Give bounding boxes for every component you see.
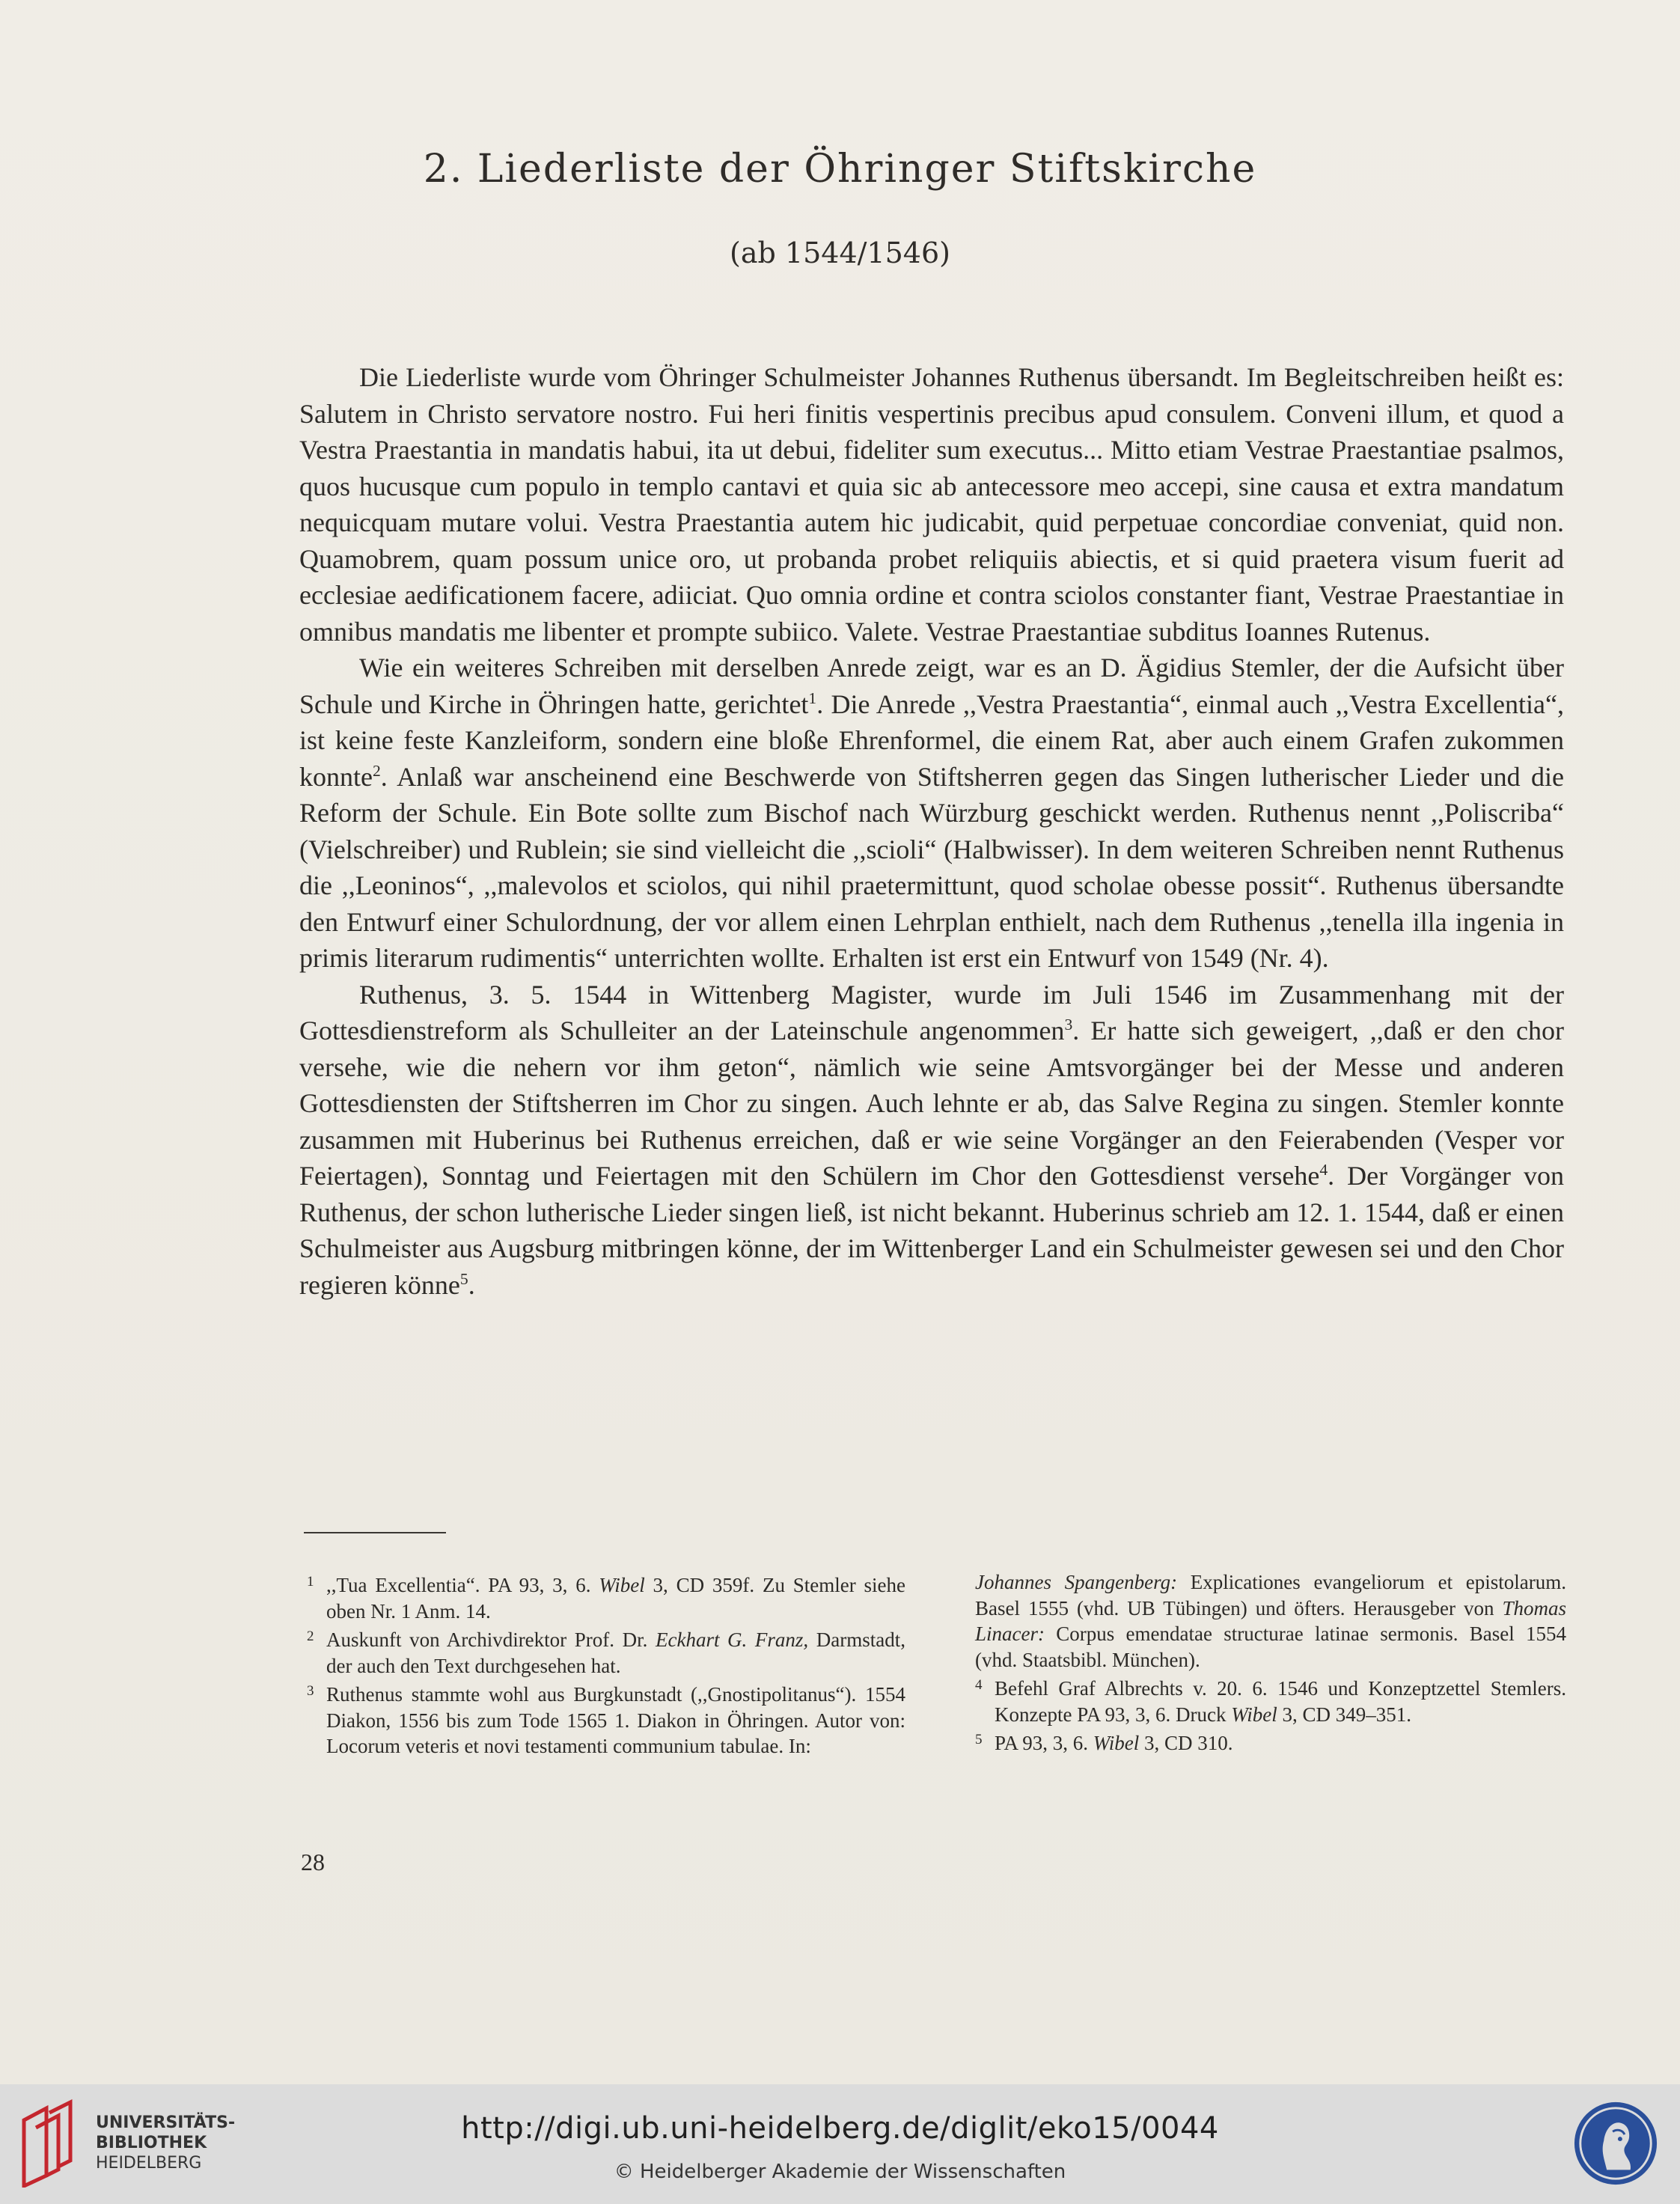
- footnote-2: [307, 1624, 905, 1679]
- footnote-number: 1: [307, 1574, 314, 1590]
- paragraph-text: . Anlaß war anscheinend eine Beschwerde von Stiftsherren gegen das Singen lutherischer Lieder und die Reform der Schule. Ein Bote sollte zum Bischof nach Würzburg geschickt werden. Ruthenus nennt ,,Poliscriba“ (Vielschreiber) und Rublein; sie sind vielleicht die ,,scioli“ (Halbwisser). In dem weiteren Schreiben nennt Ruthenus die ,,Leoninos“, ,,malevolos et sciolos, qui nihil praetermittunt, quod scholae obesse possit“. Ruthenus übersandte den Entwurf einer Schulordnung, der vor allem einen Lehrplan enthielt, nach dem Ruthenus ,,tenella illa ingenia in primis literarum rudimentis“ unterrichten wollte. Erhalten ist erst ein Entwurf von 1549 (Nr. 4).: [299, 761, 1564, 973]
- footnote-text: Befehl Graf Albrechts v. 20. 6. 1546 und Konzeptzettel Stemlers. Konzepte PA 93, 3, 6. Druck: [995, 1677, 1566, 1726]
- copyright-notice: © Heidelberger Akademie der Wissenschaften: [614, 2161, 1066, 2183]
- footnote-italic: Eckhart G. Franz,: [655, 1628, 809, 1651]
- footnote-text: Auskunft von Archivdirektor Prof. Dr.: [326, 1628, 656, 1651]
- footnote-3-continued: [975, 1569, 1566, 1673]
- footnote-italic: Thomas Linacer:: [975, 1596, 1566, 1645]
- permalink-url[interactable]: http://digi.ub.uni-heidelberg.de/diglit/eko15/0044: [461, 2111, 1219, 2146]
- page-subtitle: (ab 1544/1546): [730, 236, 950, 269]
- paragraph-text: . Er hatte sich geweigert, ,,daß er den chor versehe, wie die nehern vor ihm geton“, nämlich wie seine Amtsvorgänger bei der Messe und anderen Gottesdiensten der Stiftsherren im Chor zu singen. Auch lehnte er ab, das Salve Regina zu singen. Stemler konnte zusammen mit Huberinus bei Ruthenus erreichen, daß er wie seine Vorgänger an den Feierabenden (Vesper vor Feiertagen), Sonntag und Feiertagen mit den Schülern im Chor den Gottesdienst versehe: [299, 1016, 1564, 1191]
- footnote-number: 2: [307, 1628, 314, 1644]
- paragraph-2: [299, 650, 1564, 977]
- paragraph-3: Ruthenus, 3. 5. 1544 in Wittenberg Magister, wurde im Juli 1546 im Zusammenhang mit der Gottesdienstreform als Schulleiter an der Lateinschule angenommen$^3$. Er hatte sich geweigert, ,,daß er den chor versehe, wie die nehern vor ihm geton“, nämlich wie seine Amtsvorgänger bei der Messe und anderen Gottesdiensten der Stiftsherren im Chor zu singen. Auch lehnte er ab, das Salve Regina zu singen. Stemler konnte zusammen mit Huberinus bei Ruthenus erreichen, daß er wie seine Vorgänger an den Feierabenden (Vesper vor Feiertagen), Sonntag und Feiertagen mit den Schülern im Chor den Gottesdienst versehe$^4$. Der Vorgänger von Ruthenus, der schon lutherische Lieder singen ließ, ist nicht bekannt. Huberinus schrieb am 12. 1. 1544, daß er einen Schulmeister aus Augsburg mitbringen könne, der im Wittenberger Land ein Schulmeister gewesen sei und den Chor regieren könne$^5$.: [299, 979, 1564, 1300]
- footnote-ref-5: 5: [459, 1269, 468, 1288]
- footnote-number: 4: [975, 1677, 983, 1693]
- footnote-ref-4: 4: [1319, 1161, 1328, 1179]
- footnote-text: Darmstadt, der auch den Text durchgesehen hat.: [326, 1628, 905, 1677]
- footnote-italic: Wibel: [599, 1574, 645, 1596]
- paragraph-text: . Der Vorgänger von Ruthenus, der schon lutherische Lieder singen ließ, ist nicht bekannt. Huberinus schrieb am 12. 1. 1544, daß er einen Schulmeister aus Augsburg mitbringen könne, der im Wittenberger Land ein Schulmeister gewesen sei und den Chor regieren könne: [299, 1161, 1564, 1300]
- footnote-italic: Wibel: [1093, 1732, 1140, 1754]
- footnote-text: Ruthenus stammte wohl aus Burgkunstadt (,,Gnostipolitanus“). 1554 Diakon, 1556 bis zum Tode 1565 1. Diakon in Öhringen. Autor von: Locorum veteris et novi testamenti communium tabulae. In:: [326, 1683, 905, 1757]
- page-title: 2. Liederliste der Öhringer Stiftskirche: [423, 147, 1257, 192]
- footnote-text: 3, CD 359f. Zu Stemler siehe oben Nr. 1 Anm. 14.: [326, 1574, 905, 1623]
- footnote-text: PA 93, 3, 6.: [995, 1732, 1093, 1754]
- footnote-text: 3, CD 349–351.: [1277, 1703, 1411, 1726]
- paragraph-text: Die Liederliste wurde vom Öhringer Schulmeister Johannes Ruthenus übersandt. Im Begleitschreiben heißt es: Salutem in Christo servatore nostro. Fui heri finitis vespertinis precibus apud consulem. Conveni illum, et quod a Vestra Praestantia in mandatis habui, ita ut debui, fideliter sum executus... Mitto etiam Vestrae Praestantiae psalmos, quos hucusque cum populo in templo cantavi et quia sic ab antecessore meo accepi, sine causa et extra mandatum nequicquam mutare volui. Vestra Praestantia autem hic judicabit, quid perpetuae concordiae conveniat, quid non. Quamobrem, quam possum unice oro, ut probanda probet reliquiis abiectis, et si quid praetera visum fuerit ad ecclesiae aedificationem facere, adiiciat. Quo omnia ordine et contra sciolos constanter fiant, Vestrae Praestantiae in omnibus mandatis me libenter et prompte subiico. Valete. Vestrae Praestantiae subditus Ioannes Rutenus.: [299, 362, 1564, 647]
- footnote-4: [975, 1673, 1566, 1727]
- footnote-ref-3: 3: [1064, 1016, 1073, 1034]
- footnote-italic: Wibel: [1231, 1703, 1277, 1726]
- footnote-italic: Johannes Spangenberg:: [975, 1571, 1178, 1593]
- library-name-line: BIBLIOTHEK: [96, 2134, 207, 2152]
- library-name-line: HEIDELBERG: [96, 2154, 202, 2173]
- footnote-1: [307, 1569, 905, 1624]
- viewer-footer: [0, 2084, 1680, 2204]
- footnote-5: [975, 1727, 1566, 1756]
- footnote-ref-1: 1: [808, 689, 817, 707]
- paragraph-1: [299, 359, 1564, 650]
- footnote-divider: [304, 1532, 446, 1533]
- paragraph-text: Ruthenus, 3. 5. 1544 in Wittenberg Magister, wurde im Juli 1546 im Zusammenhang mit der Gottesdienstreform als Schulleiter an der Lateinschule angenommen: [299, 979, 1564, 1045]
- paragraph-text: Wie ein weiteres Schreiben mit derselben Anrede zeigt, war es an D. Ägidius Stemler, der die Aufsicht über Schule und Kirche in Öhringen hatte, gerichtet: [299, 653, 1564, 719]
- footnotes-left-column: [307, 1569, 905, 1759]
- page-number: 28: [301, 1849, 325, 1875]
- paragraph-text: . Die Anrede ,,Vestra Praestantia“, einmal auch ,,Vestra Excellentia“, ist keine feste Kanzleiform, sondern eine bloße Ehrenformel, die einem Rat, aber auch einem Grafen zukommen konnte: [299, 689, 1564, 792]
- footnote-text: 3, CD 310.: [1139, 1732, 1233, 1754]
- footnote-text: Corpus emendatae structurae latinae sermonis. Basel 1554 (vhd. Staatsbibl. München).: [975, 1623, 1566, 1671]
- footnote-text: Explicationes evangeliorum et epistolarum. Basel 1555 (vhd. UB Tübingen) und öfters. Herausgeber von: [975, 1571, 1566, 1620]
- footnote-3: [307, 1679, 905, 1759]
- footnote-number: 3: [307, 1683, 314, 1699]
- footnote-number: 5: [975, 1732, 983, 1747]
- footnotes-right-column: [975, 1569, 1566, 1756]
- academy-seal-icon[interactable]: [1571, 2099, 1660, 2188]
- footnote-ref-2: 2: [372, 761, 381, 780]
- body-text: [299, 359, 1564, 1303]
- footnote-text: ,,Tua Excellentia“. PA 93, 3, 6.: [326, 1574, 599, 1596]
- library-name-line: UNIVERSITÄTS-: [96, 2113, 236, 2132]
